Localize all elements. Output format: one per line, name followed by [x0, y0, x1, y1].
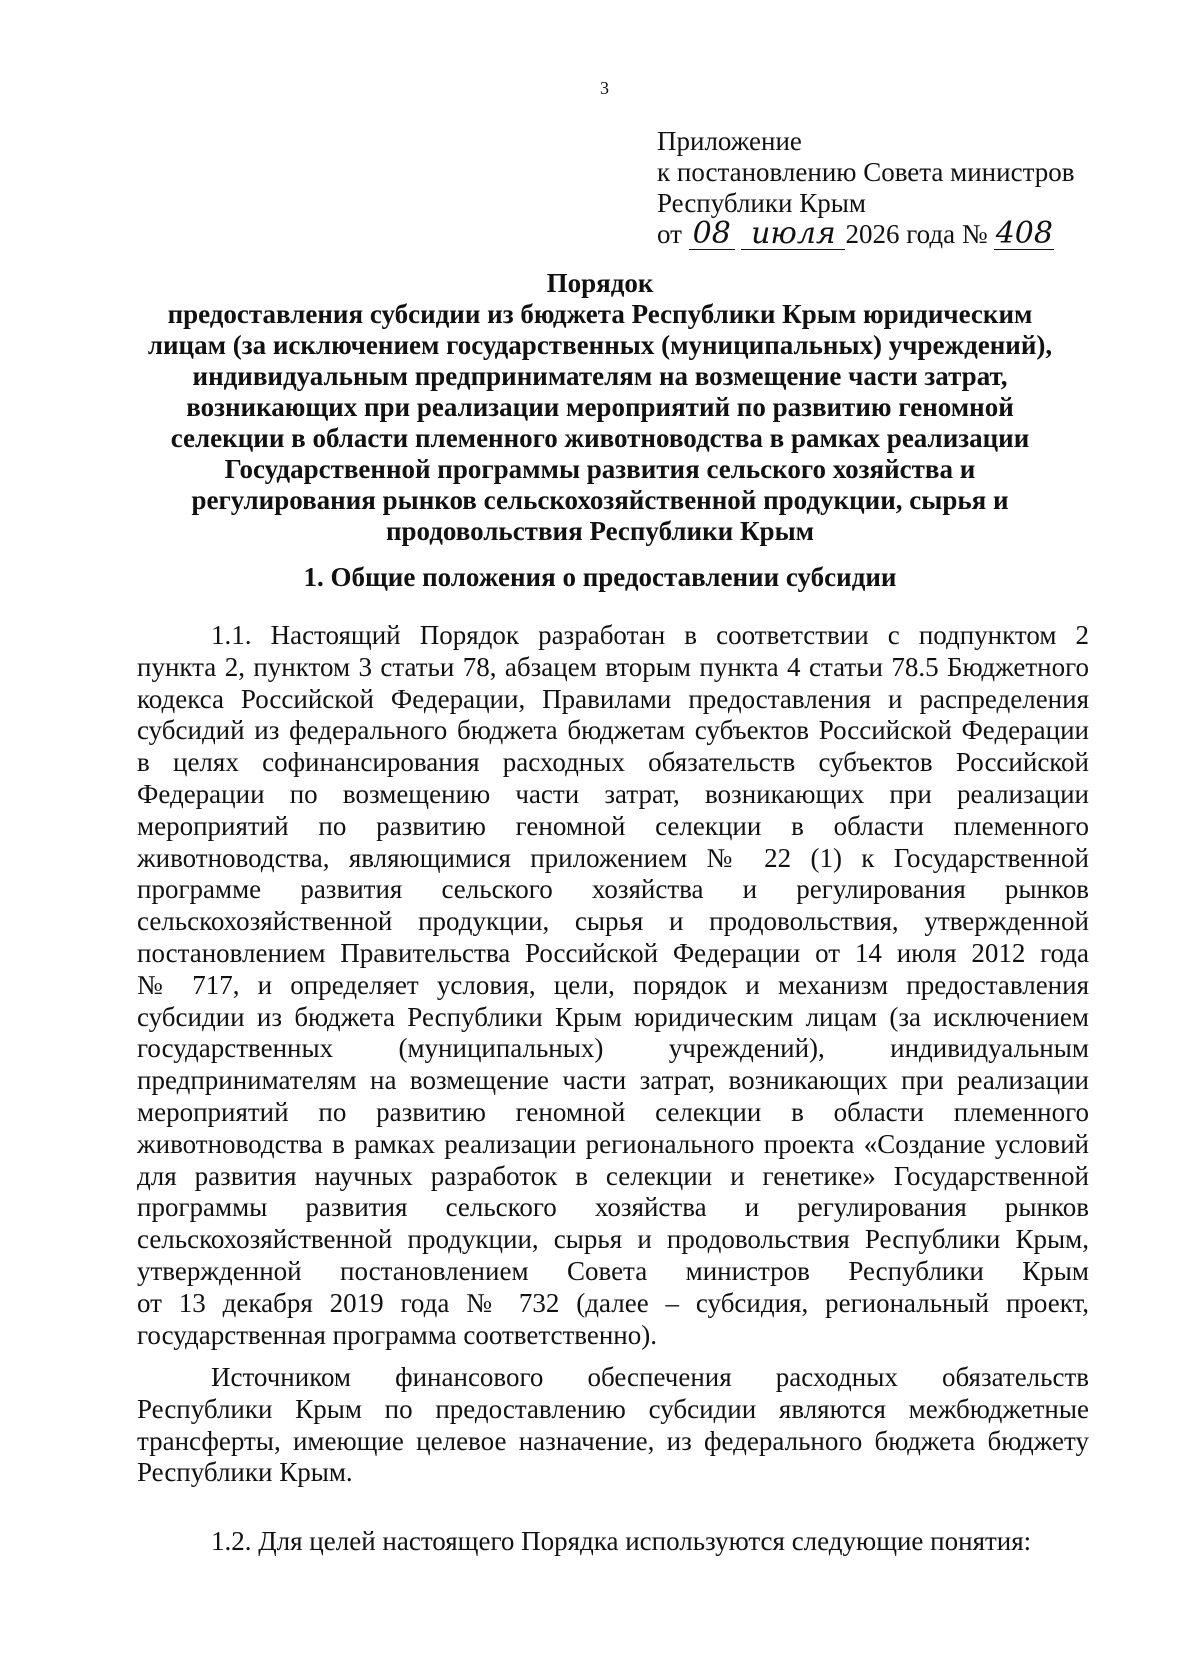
paragraph-line: субсидии из бюджета Республики Крым юридическим лицам (за исключением: [137, 1001, 1089, 1032]
paragraph-line: программе развития сельского хозяйства и регулирования рынков: [137, 874, 1089, 905]
paragraph-line: мероприятий по развитию геномной селекции в области племенного: [137, 810, 1089, 841]
paragraph-line: программы развития сельского хозяйства и регулирования рынков: [137, 1192, 1089, 1223]
paragraph-line: от 13 декабря 2019 года № 732 (далее – субсидия, региональный проект,: [137, 1287, 1089, 1318]
document-title: [130, 268, 1070, 547]
title-line: селекции в области племенного животноводства в рамках реализации: [170, 423, 1030, 453]
paragraph-1-2: [137, 1526, 1089, 1558]
title-line: индивидуальным предпринимателям на возмещение части затрат,: [192, 361, 1008, 391]
appendix-block: [657, 126, 1177, 250]
paragraph-line: мероприятий по развитию геномной селекции в области племенного: [137, 1096, 1089, 1127]
paragraph-line: № 717, и определяет условия, цели, порядок и механизм предоставления: [137, 969, 1089, 1000]
handwritten-day: 08: [689, 219, 735, 250]
paragraph-line: кодекса Российской Федерации, Правилами предоставления и распределения: [137, 683, 1089, 714]
page-number: 3: [600, 78, 609, 98]
title-line: Государственной программы развития сельского хозяйства и: [224, 454, 976, 484]
paragraph-line: пункта 2, пунктом 3 статьи 78, абзацем вторым пункта 4 статьи 78.5 Бюджетного: [137, 651, 1089, 682]
paragraph-line: животноводства, являющимися приложением № 22 (1) к Государственной: [137, 842, 1089, 873]
paragraph-line: государственных (муниципальных) учреждений), индивидуальным: [137, 1033, 1089, 1064]
paragraph-line: государственная программа соответственно).: [137, 1319, 657, 1350]
paragraph-line: в целях софинансирования расходных обязательств субъектов Российской: [137, 747, 1089, 778]
handwritten-month: июля: [741, 219, 845, 250]
paragraph-line: предпринимателям на возмещение части затрат, возникающих при реализации: [137, 1065, 1089, 1096]
title-line: возникающих при реализации мероприятий по развитию геномной: [186, 392, 1014, 422]
date-year: 2026 года: [845, 219, 956, 249]
appendix-date-line: [657, 216, 1177, 251]
paragraph-line: 1.2. Для целей настоящего Порядка используются следующие понятия:: [211, 1526, 1032, 1556]
paragraph-line: животноводства в рамках реализации регионального проекта «Создание условий: [137, 1128, 1089, 1159]
title-line: регулирования рынков сельскохозяйственной продукции, сырья и: [191, 485, 1009, 515]
paragraph-line: для развития научных разработок в селекции и генетике» Государственной: [137, 1160, 1089, 1191]
appendix-reference: к постановлению Совета министров: [657, 157, 1075, 187]
number-sign: №: [961, 219, 988, 249]
paragraph-1-1: [137, 620, 1089, 1351]
paragraph-line: Источником финансового обеспечения расходных обязательств: [211, 1362, 1089, 1392]
paragraph-line: сельскохозяйственной продукции, сырья и продовольствия Республики Крым,: [137, 1224, 1089, 1255]
paragraph-line: субсидий из федерального бюджета бюджетам субъектов Российской Федерации: [137, 715, 1089, 746]
handwritten-number: 408: [995, 216, 1053, 251]
section-heading: 1. Общие положения о предоставлении субсидии: [303, 562, 897, 592]
paragraph-line: Республики Крым по предоставлению субсидии являются межбюджетные: [137, 1393, 1089, 1424]
paragraph-funding-source: [137, 1362, 1089, 1489]
title-line: лицам (за исключением государственных (муниципальных) учреждений),: [147, 330, 1053, 360]
paragraph-line: Республики Крым.: [137, 1457, 353, 1488]
title-heading: Порядок: [546, 268, 654, 298]
paragraph-line: 1.1. Настоящий Порядок разработан в соответствии с подпунктом 2: [211, 620, 1089, 650]
date-prefix: от: [657, 219, 682, 249]
paragraph-line: Федерации по возмещению части затрат, возникающих при реализации: [137, 778, 1089, 809]
appendix-republic: Республики Крым: [657, 188, 866, 218]
title-line: продовольствия Республики Крым: [385, 516, 815, 546]
paragraph-line: утвержденной постановлением Совета министров Республики Крым: [137, 1255, 1089, 1286]
appendix-title: Приложение: [657, 126, 802, 156]
title-line: предоставления субсидии из бюджета Республики Крым юридическим: [167, 299, 1033, 329]
paragraph-line: сельскохозяйственной продукции, сырья и продовольствия, утвержденной: [137, 906, 1089, 937]
paragraph-line: постановлением Правительства Российской Федерации от 14 июля 2012 года: [137, 937, 1089, 968]
paragraph-line: трансферты, имеющие целевое назначение, из федерального бюджета бюджету: [137, 1425, 1089, 1456]
